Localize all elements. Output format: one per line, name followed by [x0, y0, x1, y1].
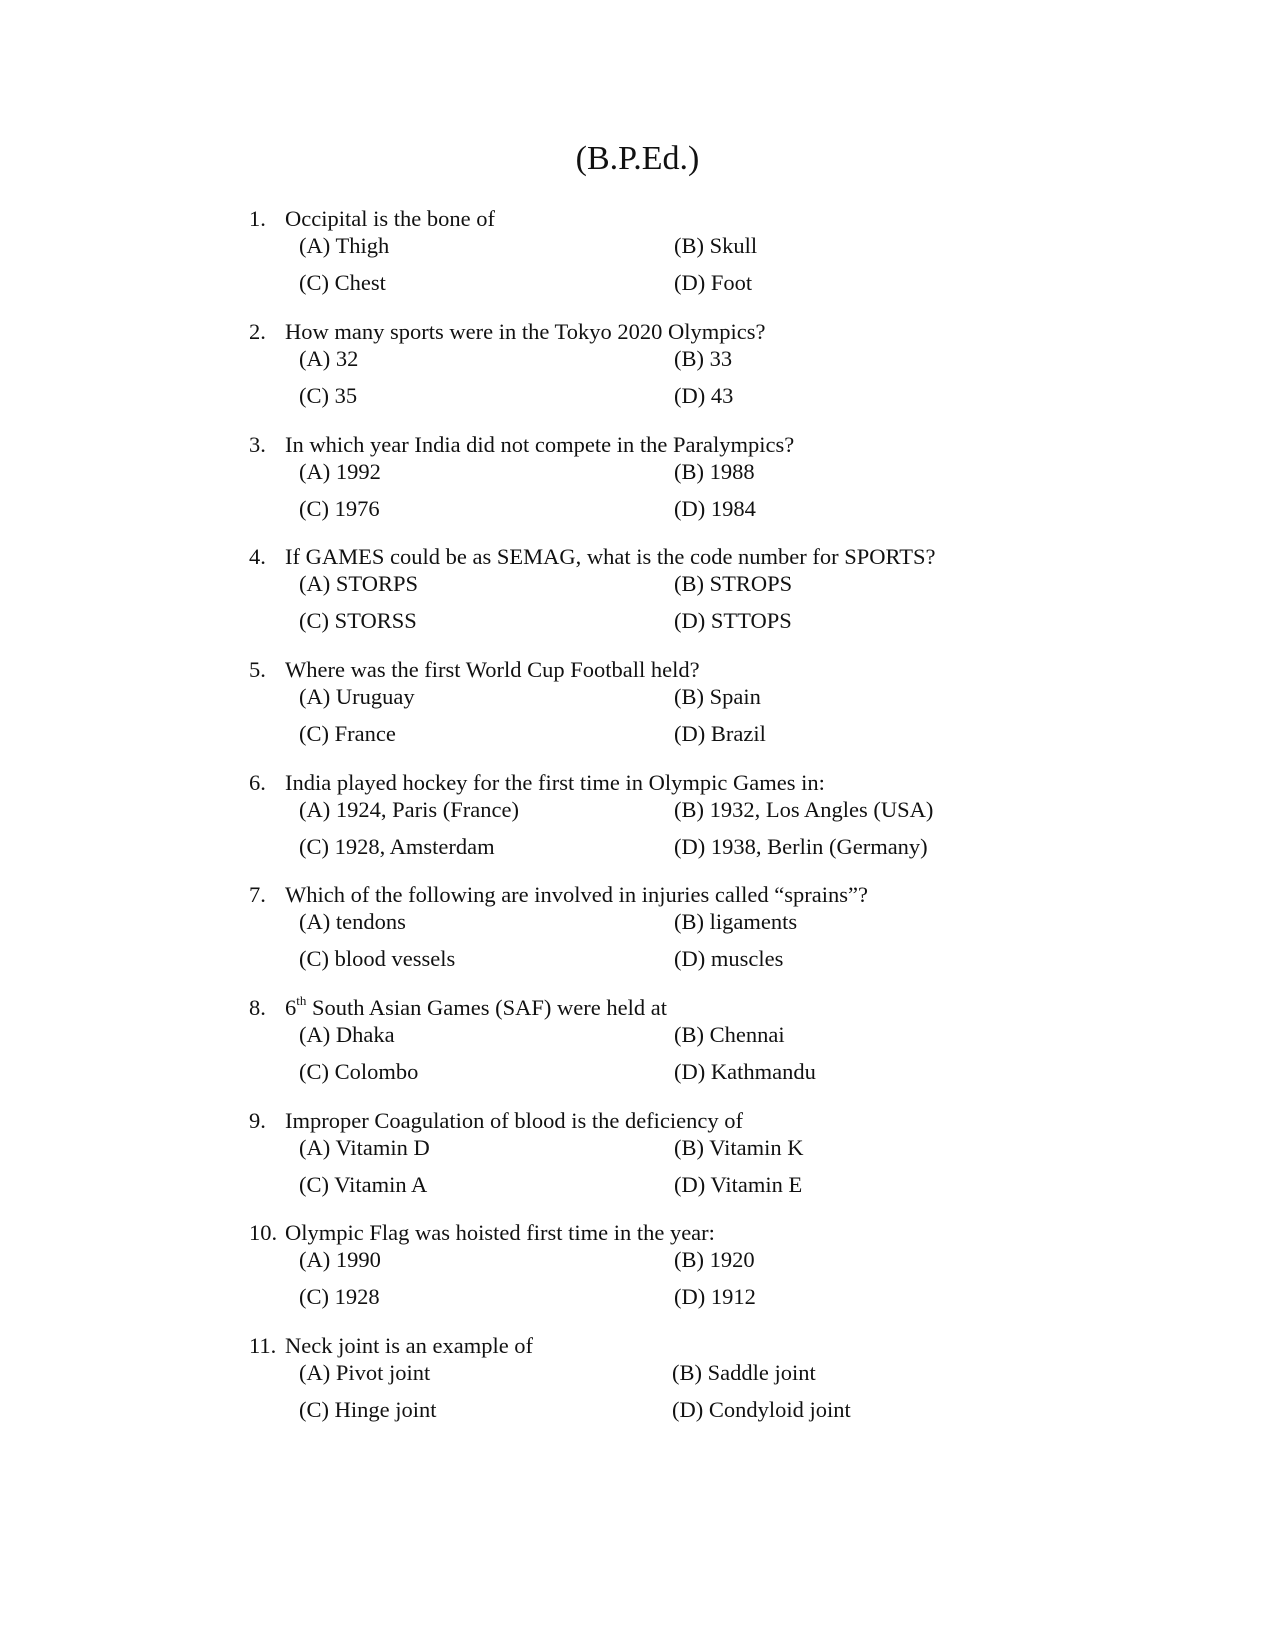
option-a: (A) Pivot joint — [299, 1360, 431, 1385]
option-b: (B) ligaments — [674, 909, 798, 934]
question-text — [285, 994, 667, 1021]
option-a: (A) STORPS — [299, 571, 418, 596]
question-number: 8. — [249, 995, 266, 1020]
ordinal-suffix: th — [296, 992, 307, 1008]
option-d: (D) STTOPS — [674, 608, 792, 633]
option-d: (D) Vitamin E — [674, 1172, 803, 1197]
question-number: 9. — [249, 1108, 266, 1133]
option-d: (D) 1984 — [674, 496, 756, 521]
option-d: (D) Foot — [674, 270, 753, 295]
question-11 — [249, 1332, 1009, 1423]
question-text: Occipital is the bone of — [285, 206, 495, 231]
question-text: India played hockey for the first time in Olympic Games in: — [285, 770, 825, 795]
question-4 — [249, 543, 1009, 634]
question-1 — [249, 205, 1009, 296]
option-d: (D) Condyloid joint — [672, 1397, 851, 1422]
option-b: (B) Spain — [674, 684, 761, 709]
question-8 — [249, 994, 1009, 1085]
option-c: (C) 35 — [299, 383, 358, 408]
option-a: (A) 1924, Paris (France) — [299, 797, 519, 822]
question-text: If GAMES could be as SEMAG, what is the code number for SPORTS? — [285, 544, 936, 569]
option-b: (B) 33 — [674, 346, 733, 371]
option-d: (D) 43 — [674, 383, 734, 408]
option-d: (D) 1938, Berlin (Germany) — [674, 834, 928, 859]
option-c: (C) Chest — [299, 270, 386, 295]
question-text: Where was the first World Cup Football held? — [285, 657, 700, 682]
option-a: (A) Uruguay — [299, 684, 415, 709]
ordinal-number: 6 — [285, 995, 297, 1020]
question-number: 6. — [249, 770, 266, 795]
question-text: In which year India did not compete in the Paralympics? — [285, 432, 795, 457]
option-c: (C) 1976 — [299, 496, 380, 521]
option-c: (C) Hinge joint — [299, 1397, 437, 1422]
question-text: Which of the following are involved in injuries called “sprains”? — [285, 882, 868, 907]
option-a: (A) 32 — [299, 346, 359, 371]
option-b: (B) 1932, Los Angles (USA) — [674, 797, 934, 822]
question-number: 7. — [249, 882, 266, 907]
question-10 — [249, 1219, 1009, 1310]
question-text: Neck joint is an example of — [285, 1333, 534, 1358]
question-2 — [249, 318, 1009, 409]
question-9 — [249, 1107, 1009, 1198]
option-c: (C) 1928 — [299, 1284, 380, 1309]
option-a: (A) 1992 — [299, 459, 381, 484]
option-b: (B) Skull — [674, 233, 758, 258]
question-text: Improper Coagulation of blood is the deficiency of — [285, 1108, 743, 1133]
option-a: (A) Thigh — [299, 233, 390, 258]
option-b: (B) Saddle joint — [672, 1360, 816, 1385]
question-6 — [249, 769, 1009, 860]
option-c: (C) blood vessels — [299, 946, 456, 971]
option-b: (B) 1988 — [674, 459, 755, 484]
option-c: (C) France — [299, 721, 396, 746]
option-b: (B) 1920 — [674, 1247, 755, 1272]
question-5 — [249, 656, 1009, 747]
question-number: 5. — [249, 657, 266, 682]
option-c: (C) STORSS — [299, 608, 417, 633]
option-c: (C) 1928, Amsterdam — [299, 834, 495, 859]
option-b: (B) Vitamin K — [674, 1135, 804, 1160]
option-c: (C) Vitamin A — [299, 1172, 428, 1197]
option-d: (D) 1912 — [674, 1284, 756, 1309]
option-a: (A) Dhaka — [299, 1022, 395, 1047]
page-title: (B.P.Ed.) — [575, 140, 700, 177]
question-text: How many sports were in the Tokyo 2020 Olympics? — [285, 319, 766, 344]
option-a: (A) 1990 — [299, 1247, 381, 1272]
question-text: Olympic Flag was hoisted first time in the year: — [285, 1220, 715, 1245]
option-b: (B) Chennai — [674, 1022, 785, 1047]
question-7 — [249, 881, 1009, 972]
question-3 — [249, 431, 1009, 522]
option-a: (A) tendons — [299, 909, 406, 934]
option-d: (D) Brazil — [674, 721, 766, 746]
option-a: (A) Vitamin D — [299, 1135, 430, 1160]
option-b: (B) STROPS — [674, 571, 793, 596]
question-number: 4. — [249, 544, 266, 569]
question-number: 1. — [249, 206, 266, 231]
question-number: 11. — [249, 1333, 277, 1358]
question-text-rest: South Asian Games (SAF) were held at — [306, 995, 667, 1020]
option-c: (C) Colombo — [299, 1059, 419, 1084]
option-d: (D) Kathmandu — [674, 1059, 816, 1084]
question-number: 2. — [249, 319, 266, 344]
question-number: 10. — [249, 1220, 278, 1245]
question-number: 3. — [249, 432, 266, 457]
option-d: (D) muscles — [674, 946, 784, 971]
